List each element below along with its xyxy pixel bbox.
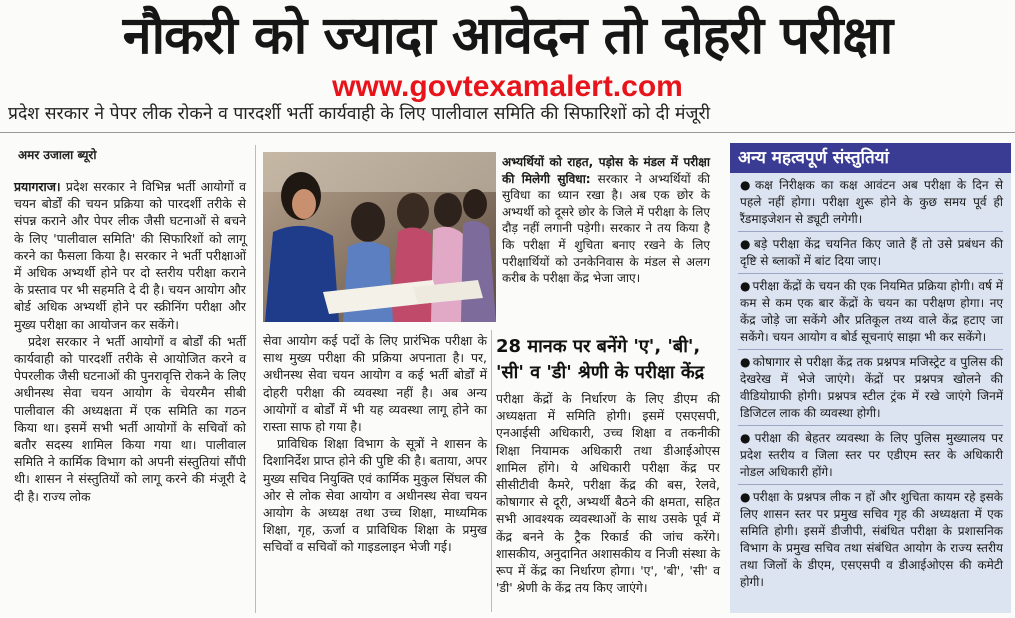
paragraph: सेवा आयोग कई पदों के लिए प्रारंभिक परीक्षा के साथ मुख्य परीक्षा की प्रक्रिया अपनाता है। पर, अधीनस्थ सेवा चयन आयोग व कई भर्ती बोर्डों में दोहरी परीक्षा की व्यवस्था नहीं है। अब अन्य आयोगों व बोर्डों में भी यह व्यवस्था लागू होने का रास्ता साफ हो गया है। [263, 333, 487, 435]
bullet-icon: ● [740, 178, 753, 192]
list-item [730, 485, 1011, 594]
sidebar-box [730, 143, 1011, 613]
list-item-text: परीक्षा केंद्रों के चयन की एक नियमित प्रक्रिया होगी। वर्ष में कम से कम एक बार केंद्रों के चयन का परीक्षण होगा। नए केंद्र जोड़े जा सकेंगे और प्रतिकूल तथ्य वाले केंद्र हटाए जा सकेंगे। चयन आयोग व बोर्ड सूचनाएं साझा भी कर सकेंगे। [740, 279, 1003, 344]
bullet-icon: ● [740, 355, 751, 369]
subhead-28-standards: 28 मानक पर बनेंगे 'ए', 'बी', 'सी' व 'डी' श्रेणी के परीक्षा केंद्र [496, 336, 705, 383]
list-item-text: बड़े परीक्षा केंद्र चयनित किए जाते हैं तो उसे प्रबंधन की दृष्टि से ब्लाकों में बांट दिया जाए। [740, 237, 1003, 268]
bullet-icon: ● [740, 431, 753, 445]
divider [0, 132, 1015, 133]
paragraph: प्राविधिक शिक्षा विभाग के सूत्रों ने शासन के दिशानिर्देश प्राप्त होने की पुष्टि की है। बताया, अपर मुख्य सचिव नियुक्ति एवं कार्मिक मुकुल सिंघल की ओर से लोक सेवा आयोग व अधीनस्थ सेवा चयन आयोग के अध्यक्ष तथा उच्च शिक्षा, माध्यमिक शिक्षा, गृह, ऊर्जा व प्राविधिक शिक्षा के प्रमुख सचिवों व सचिवों को गाइडलाइन भेजी गई। [263, 436, 487, 555]
list-item [730, 350, 1011, 425]
byline: अमर उजाला ब्यूरो [18, 148, 97, 162]
paragraph [14, 178, 246, 333]
column-divider [491, 330, 492, 612]
subheadline: प्रदेश सरकार ने पेपर लीक रोकने व पारदर्शी भर्ती कार्यवाही के लिए पालीवाल समिति की सिफारिशों को दी मंजूरी [8, 104, 711, 124]
list-item [730, 426, 1011, 484]
list-item-text: परीक्षा के प्रश्नपत्र लीक न हों और शुचिता कायम रहे इसके लिए शासन स्तर पर प्रमुख सचिव गृह की अध्यक्षता में एक समिति होगी। इसमें डीजीपी, संबंधित परीक्षा के प्रशासनिक विभाग के प्रमुख सचिव तथा संबंधित आयोग के राज्य स्तरीय तथा जिलों के डीएम, एसएसपी व डीआईओएस की कमेटी होगी। [740, 490, 1003, 589]
list-item [730, 173, 1011, 231]
list-item-text: कक्ष निरीक्षक का कक्ष आवंटन अब परीक्षा के दिन से पहले नहीं होगा। परीक्षा शुरू होने के कुछ समय पूर्व ही रैंडमाइजेशन से ड्यूटी लगेगी। [740, 178, 1003, 226]
column-divider [255, 145, 256, 613]
news-photo [263, 152, 496, 322]
bullet-icon: ● [740, 279, 751, 293]
article-column-3 [496, 390, 720, 596]
watermark-url[interactable]: www.govtexamalert.com [332, 70, 683, 103]
bullet-icon: ● [740, 237, 753, 251]
bullet-icon: ● [740, 490, 751, 504]
article-column-2 [263, 332, 487, 556]
photo-caption [502, 154, 710, 287]
list-item [730, 232, 1011, 273]
paragraph: प्रदेश सरकार ने भर्ती आयोगों व बोर्डों की भर्ती कार्यवाही को पारदर्शी तरीके से आयोजित करने व पेपरलीक जैसी घटनाओं की पुनरावृत्ति रोकने के लिए अधीनस्थ सेवा चयन आयोग के चेयरमैन सीबी पालीवाल की अध्यक्षता में एक समिति का गठन किया था। इसमें सभी भर्ती आयोगों के सचिवों को बतौर सदस्य शामिल किया गया था। पालीवाल समिति ने कार्मिक विभाग को अपनी संस्तुतियां सौंपी थी। शासन ने संस्तुतियों को लागू करने की मंजूरी दे दी है। राज्य लोक [14, 333, 246, 504]
dateline: प्रयागराज। [14, 179, 61, 194]
article-column-1 [14, 178, 246, 505]
caption-lead: अभ्यर्थियों को राहत, पड़ोस के मंडल में परीक्षा की मिलेगी सुविधा: [502, 155, 710, 186]
students-photo-illustration [263, 152, 496, 322]
paragraph-text: प्रदेश सरकार ने विभिन्न भर्ती आयोगों व चयन बोर्डों की चयन प्रक्रिया को पारदर्शी तरीके से संपन्न कराने और पेपर लीक जैसी घटनाओं से बचने के लिए 'पालीवाल समिति' की सिफारिशों को लागू करने का फैसला किया है। सरकार ने भर्ती परीक्षाओं में अधिक अभ्यर्थी होने पर दो स्तरीय परीक्षा कराने के प्रस्ताव पर भी सहमति दे दी है। चयन आयोग और बोर्ड अधिक अभ्यर्थी होने पर स्क्रीनिंग परीक्षा और मुख्य परीक्षा का आयोजन कर सकेंगे। [14, 179, 246, 332]
headline: नौकरी को ज्यादा आवेदन तो दोहरी परीक्षा [122, 6, 893, 66]
paragraph: परीक्षा केंद्रों के निर्धारण के लिए डीएम की अध्यक्षता में समिति होगी। इसमें एसएसपी, एनआईसी अधिकारी, उच्च शिक्षा व तकनीकी शिक्षा नियामक अधिकारी तथा डीआईओएस शामिल होंगे। ये अधिकारी परीक्षा केंद्र पर सीसीटीवी कैमरे, परीक्षा केंद्र की बस, रेलवे, कोषागार से दूरी, अभ्यर्थी बैठने की क्षमता, सहित सभी आवश्यक व्यवस्थाओं के साथ उसके पूर्व में केंद्र बनने के ट्रैक रिकार्ड की जांच करेंगे। शासकीय, अनुदानित अशासकीय व निजी संस्था के रूप में केंद्र का निर्धारण होगा। 'ए', 'बी', 'सी' व 'डी' श्रेणी के केंद्र तय किए जाएंगे। [496, 391, 720, 596]
list-item-text: कोषागार से परीक्षा केंद्र तक प्रश्नपत्र मजिस्ट्रेट व पुलिस की देखरेख में भेजे जाएंगे। केंद्रों पर प्रश्नपत्र खोलने की वीडियोग्राफी होगी। प्रश्नपत्र स्टील ट्रंक में रखे जाएंगे जिनमें डिजिटल लाक की व्यवस्था होगी। [740, 355, 1003, 420]
list-item [730, 274, 1011, 349]
sidebar-title: अन्य महत्वपूर्ण संस्तुतियां [730, 143, 1011, 173]
list-item-text: परीक्षा की बेहतर व्यवस्था के लिए पुलिस मुख्यालय पर प्रदेश स्तरीय व जिला स्तर पर एडीएम स्तर के अधिकारी नोडल अधिकारी होंगे। [740, 431, 1003, 479]
caption-body: सरकार ने अभ्यर्थियों की सुविधा का ध्यान रखा है। अब एक छोर के अभ्यर्थी को दूसरे छोर के जिले में परीक्षा के लिए दौड़ नहीं लगानी पड़ेगी। सरकार ने तय किया है कि परीक्षा में शुचिता बनाए रखने के लिए परीक्षार्थियों को उनकेनिवास के मंडल से अलग करीब के परीक्षा केंद्र भेजा जाए। [502, 171, 710, 286]
